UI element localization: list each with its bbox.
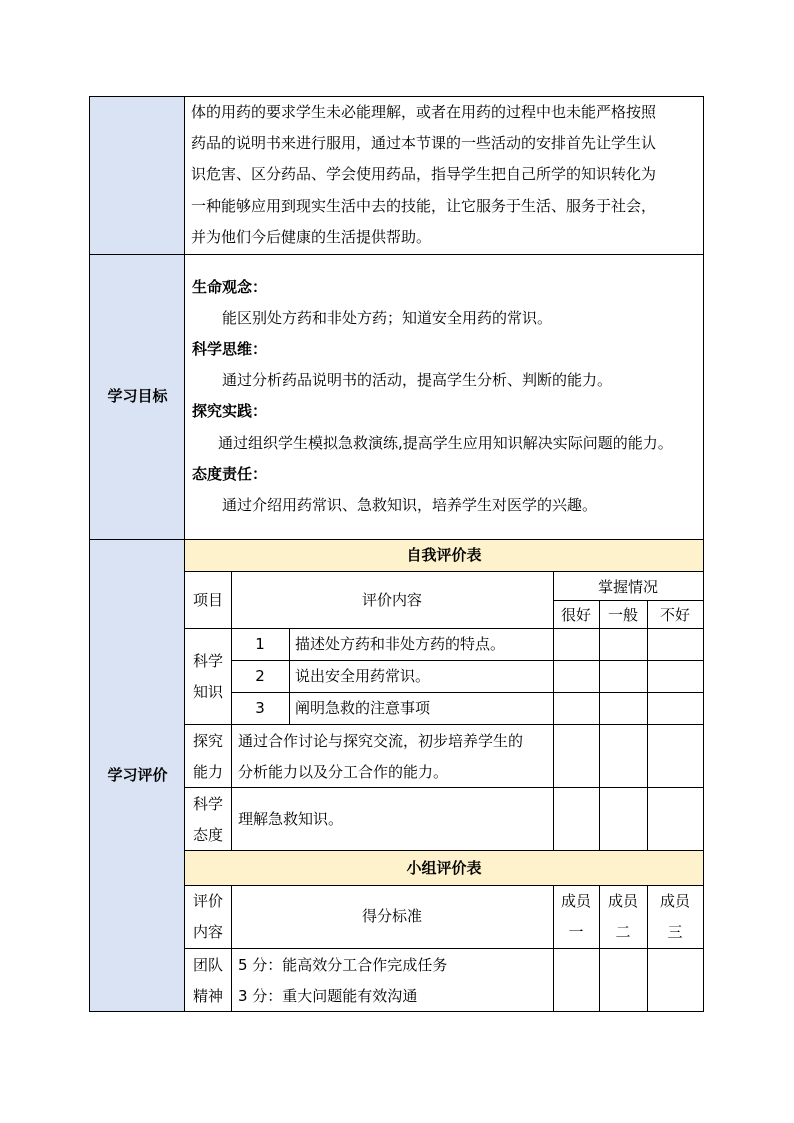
group-name: 科学 bbox=[192, 795, 223, 813]
row-number: 3 bbox=[255, 699, 265, 717]
group-col-content: 内容 bbox=[192, 923, 223, 941]
label-column-bg bbox=[90, 96, 185, 1011]
intro-line: 药品的说明书来进行服用，通过本节课的一些活动的安排首先让学生认 bbox=[191, 134, 657, 152]
evaluation-label: 学习评价 bbox=[107, 766, 168, 784]
group-name: 能力 bbox=[192, 763, 223, 781]
objective-text: 通过介绍用药常识、急救知识，培养学生对医学的兴趣。 bbox=[222, 496, 598, 514]
self-eval-title: 自我评价表 bbox=[406, 546, 482, 564]
group-row-text: 3 分：重大问题能有效沟通 bbox=[238, 987, 418, 1005]
intro-line: 识危害、区分药品、学会使用药品，指导学生把自己所学的知识转化为 bbox=[191, 165, 657, 183]
row-text: 描述处方药和非处方药的特点。 bbox=[295, 635, 506, 653]
member-header: 成员 bbox=[560, 892, 591, 910]
row-text: 分析能力以及分工合作的能力。 bbox=[238, 763, 449, 781]
row-text: 阐明急救的注意事项 bbox=[295, 699, 431, 717]
row-text: 通过合作讨论与探究交流，初步培养学生的 bbox=[238, 732, 524, 750]
objective-text: 能区别处方药和非处方药；知道安全用药的常识。 bbox=[222, 309, 553, 327]
member-header: 成员 bbox=[607, 892, 638, 910]
objectives-label: 学习目标 bbox=[107, 387, 168, 405]
level-header: 很好 bbox=[560, 606, 591, 624]
row-text: 理解急救知识。 bbox=[238, 810, 344, 828]
member-header: 三 bbox=[667, 923, 683, 941]
objective-text: 通过组织学生模拟急救演练,提高学生应用知识解决实际问题的能力。 bbox=[218, 434, 673, 452]
row-number: 2 bbox=[255, 667, 265, 685]
col-item-header: 项目 bbox=[192, 591, 223, 609]
objective-heading: 态度责任： bbox=[192, 465, 268, 483]
intro-line: 体的用药的要求学生未必能理解，或者在用药的过程中也未能严格按照 bbox=[191, 103, 657, 121]
group-name: 探究 bbox=[192, 732, 223, 750]
group-eval-title: 小组评价表 bbox=[406, 859, 482, 877]
group-row-name: 团队 bbox=[192, 956, 223, 974]
group-name: 态度 bbox=[192, 826, 223, 844]
objective-heading: 探究实践： bbox=[192, 402, 268, 420]
group-row-text: 5 分：能高效分工合作完成任务 bbox=[238, 956, 448, 974]
group-col-content: 评价 bbox=[192, 892, 223, 910]
row-number: 1 bbox=[255, 635, 265, 653]
member-header: 二 bbox=[615, 923, 631, 941]
row-text: 说出安全用药常识。 bbox=[295, 667, 431, 685]
level-header: 不好 bbox=[659, 606, 690, 624]
group-name: 知识 bbox=[192, 683, 223, 701]
col-content-header: 评价内容 bbox=[361, 591, 422, 609]
group-row-name: 精神 bbox=[192, 987, 223, 1005]
level-header: 一般 bbox=[607, 606, 638, 624]
intro-line: 一种能够应用到现实生活中去的技能，让它服务于生活、服务于社会， bbox=[191, 197, 657, 215]
group-col-standard: 得分标准 bbox=[361, 907, 422, 925]
col-mastery-header: 掌握情况 bbox=[597, 578, 658, 596]
intro-line: 并为他们今后健康的生活提供帮助。 bbox=[191, 228, 432, 246]
member-header: 一 bbox=[568, 923, 584, 941]
group-name: 科学 bbox=[192, 652, 223, 670]
objective-text: 通过分析药品说明书的活动，提高学生分析、判断的能力。 bbox=[222, 371, 613, 389]
objective-heading: 生命观念： bbox=[192, 278, 268, 296]
member-header: 成员 bbox=[659, 892, 690, 910]
objective-heading: 科学思维： bbox=[192, 340, 268, 358]
